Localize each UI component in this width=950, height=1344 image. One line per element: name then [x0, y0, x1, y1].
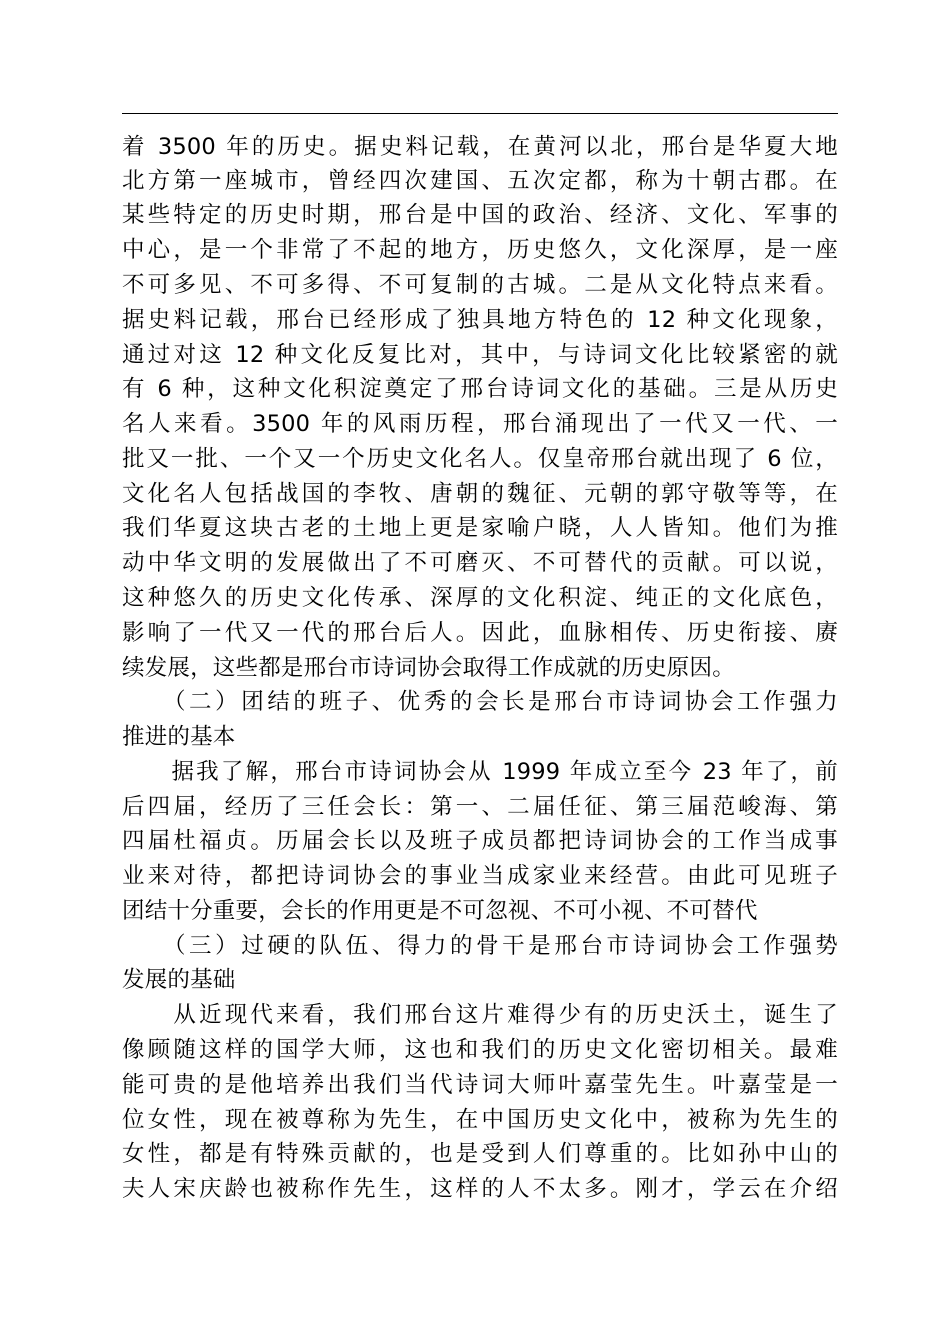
- section-heading-3-cont: 发展的基础: [122, 967, 236, 993]
- text-line: 从近现代来看，我们邢台这片难得少有的历史沃土，诞生了: [122, 1002, 838, 1028]
- text-line: 据我了解，邢台市诗词协会从 1999 年成立至今 23 年了，前: [122, 759, 838, 785]
- header-rule: [122, 113, 838, 114]
- text-line: 北方第一座城市，曾经四次建国、五次定都，称为十朝古郡。在: [122, 168, 838, 194]
- text-line: 某些特定的历史时期，邢台是中国的政治、经济、文化、军事的: [122, 202, 838, 228]
- text-line: 批又一批、一个又一个历史文化名人。仅皇帝邢台就出现了 6 位，: [122, 446, 838, 472]
- text-line: 名人来看。3500 年的风雨历程，邢台涌现出了一代又一代、一: [122, 411, 838, 437]
- text-line: 文化名人包括战国的李牧、唐朝的魏征、元朝的郭守敬等等，在: [122, 481, 838, 507]
- text-line: 中心，是一个非常了不起的地方，历史悠久，文化深厚，是一座: [122, 237, 838, 263]
- section-heading-2: （二）团结的班子、优秀的会长是邢台市诗词协会工作强力: [122, 689, 838, 715]
- text-line: 有 6 种，这种文化积淀奠定了邢台诗词文化的基础。三是从历史: [122, 376, 838, 402]
- section-heading-3: （三）过硬的队伍、得力的骨干是邢台市诗词协会工作强势: [122, 933, 838, 959]
- text-line: 通过对这 12 种文化反复比对，其中，与诗词文化比较紧密的就: [122, 342, 838, 368]
- text-line: 夫人宋庆龄也被称作先生，这样的人不太多。刚才，学云在介绍: [122, 1176, 838, 1202]
- text-line: 位女性，现在被尊称为先生，在中国历史文化中，被称为先生的: [122, 1107, 838, 1133]
- text-line: 这种悠久的历史文化传承、深厚的文化积淀、纯正的文化底色，: [122, 585, 838, 611]
- text-line: 女性，都是有特殊贡献的，也是受到人们尊重的。比如孙中山的: [122, 1141, 838, 1167]
- text-line: 我们华夏这块古老的土地上更是家喻户晓，人人皆知。他们为推: [122, 515, 838, 541]
- text-line: 动中华文明的发展做出了不可磨灭、不可替代的贡献。可以说，: [122, 550, 838, 576]
- text-line: 业来对待，都把诗词协会的事业当成家业来经营。由此可见班子: [122, 863, 838, 889]
- text-line: 后四届，经历了三任会长：第一、二届任征、第三届范峻海、第: [122, 794, 838, 820]
- text-line: 不可多见、不可多得、不可复制的古城。二是从文化特点来看。: [122, 272, 838, 298]
- text-line: 影响了一代又一代的邢台后人。因此，血脉相传、历史衔接、赓: [122, 620, 838, 646]
- text-line: 据史料记载，邢台已经形成了独具地方特色的 12 种文化现象，: [122, 307, 838, 333]
- section-heading-2-cont: 推进的基本: [122, 724, 236, 750]
- text-line: 团结十分重要，会长的作用更是不可忽视、不可小视、不可替代: [122, 898, 758, 924]
- text-line: 像顾随这样的国学大师，这也和我们的历史文化密切相关。最难: [122, 1037, 838, 1063]
- text-line: 四届杜福贞。历届会长以及班子成员都把诗词协会的工作当成事: [122, 828, 838, 854]
- text-line: 能可贵的是他培养出我们当代诗词大师叶嘉莹先生。叶嘉莹是一: [122, 1072, 838, 1098]
- text-line: 着 3500 年的历史。据史料记载，在黄河以北，邢台是华夏大地: [122, 134, 838, 160]
- text-line: 续发展，这些都是邢台市诗词协会取得工作成就的历史原因。: [122, 655, 735, 681]
